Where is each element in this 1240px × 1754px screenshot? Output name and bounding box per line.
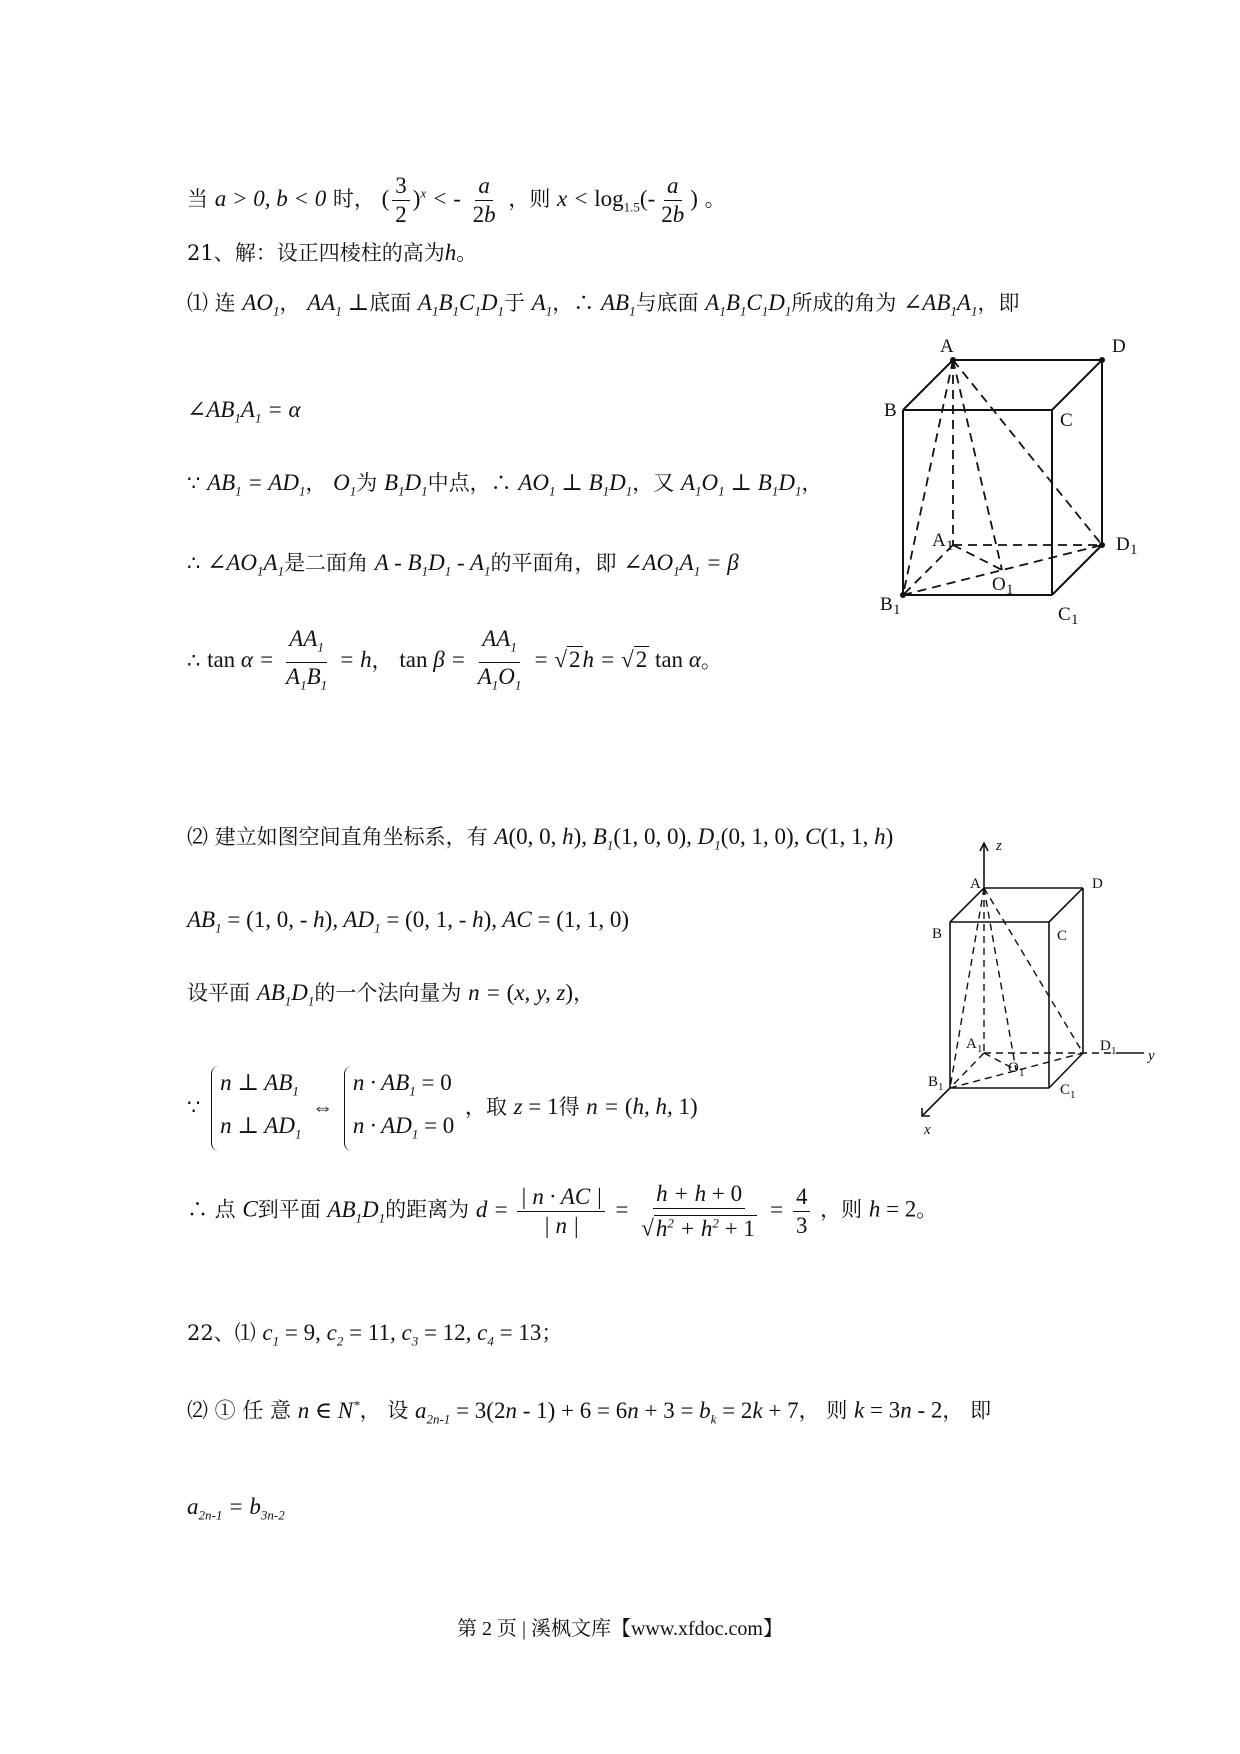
text: ， 即	[942, 1398, 992, 1423]
q22-line: 22、⑴ $c_1 = 9$, $c_2 = 11$, $c_3 = 12$, $c_4 = 13$；	[187, 1320, 563, 1349]
p2-line: ∵ $AB_1 = AD_1$， $O_1$为 $B_1D_1$中点，∴ $AO_1$ ⊥ $B_1D_1$，又 $A_1O_1$ ⊥ $B_1D_1$，	[187, 470, 823, 499]
text: ，取	[464, 1095, 507, 1120]
text: ， 则	[798, 1398, 848, 1423]
text: 的一个法向量为	[314, 981, 462, 1005]
p3-line: ∴ $\angle AO_1A_1$是二面角 A - $B_1D_1 - A_1$的平面角，即 $\angle AO_1A_1 = \beta$	[187, 550, 739, 579]
prism-figure-1	[880, 330, 1170, 640]
axis-y: y	[1148, 1048, 1155, 1064]
text: 的平面角，即	[490, 551, 617, 575]
p4-line: ∴ tan α = $\frac{AA_1}{A_1B_1}$ = h， tan β = $\frac{AA_1}{A_1O_1}$ = √2h = √2 tan α。	[187, 626, 722, 693]
label-C1: C	[1058, 604, 1071, 625]
label-D1: D	[1100, 1038, 1111, 1054]
math-condition: a > 0, b < 0	[214, 185, 327, 211]
p5-line: ⑵ 建立如图空间直角坐标系，有 A(0, 0, h), $B_1(1$, 0, 0), $D_1(0$, 1, 0), C(1, 1, h)	[187, 824, 894, 853]
text: ，则	[820, 1197, 863, 1222]
text: ，	[305, 471, 327, 495]
text: 。	[704, 186, 726, 211]
text: ，又	[632, 471, 675, 495]
text: 21、解：设正四棱柱的高为	[187, 241, 445, 265]
text: ⑴ 连	[187, 291, 236, 315]
axis-z: z	[996, 838, 1002, 854]
label-sub: 1	[893, 602, 901, 618]
text: 22、⑴	[187, 1321, 256, 1345]
text: 。	[456, 241, 478, 265]
label-D: D	[1112, 336, 1126, 357]
text: 时，	[332, 186, 375, 211]
label-O1: O	[1008, 1060, 1019, 1076]
label-B1: B	[880, 594, 893, 615]
text: 与底面	[635, 291, 699, 315]
p6-line: $AB_1 = (1$, 0, - h), $AD_1 = (0$, 1, - h), AC = (1, 1, 0)	[187, 907, 630, 936]
text: 是二面角	[284, 551, 369, 575]
text: 。	[916, 1197, 938, 1222]
label-sub: 1	[1071, 612, 1079, 628]
text: ，	[573, 981, 595, 1005]
text: ∴	[187, 551, 201, 575]
text: 当	[187, 186, 208, 211]
label-sub: 1	[977, 1043, 983, 1055]
label-A: A	[970, 876, 981, 892]
text: 底面	[369, 291, 412, 315]
p7-line: 设平面 $AB_1D_1$的一个法向量为 n = (x, y, z)，	[187, 980, 595, 1009]
text: 设平面	[187, 981, 250, 1005]
text: ，即	[977, 291, 1020, 315]
label-A: A	[940, 336, 954, 357]
alpha-def: $\angle AB_1A_1 = \alpha$	[187, 397, 301, 426]
text: ∵	[187, 471, 201, 495]
p8-line: ∵ n ⊥ $AB_1$ n ⊥ $AD_1$ ⇔ $n \cdot AB_1 = 0$ $n \cdot AD_1 = 0$ ，取 z = 1得 n = (h, h, 1)	[187, 1066, 698, 1151]
label-B: B	[884, 400, 897, 421]
line-log-solution: 当 a > 0, b < 0 时， ( $\frac{3}{2}$ )$^x$ < - $\frac{a}{2b}$ ，则 $x < \log_{1.5}(-$ $\frac{a}{2b}$ ) 。	[187, 173, 726, 227]
text: ⑵ ① 任 意	[187, 1398, 292, 1423]
label-sub: 1	[1130, 542, 1138, 558]
axis-x: x	[924, 1122, 931, 1138]
page-footer: 第 2 页 | 溪枫文库【www.xfdoc.com】	[456, 1618, 783, 1640]
text: ，则	[508, 186, 551, 211]
label-B: B	[932, 926, 943, 942]
label-A1: A	[932, 530, 946, 551]
text: 。	[700, 648, 722, 673]
label-C: C	[1057, 928, 1068, 944]
prism-figure-2	[900, 838, 1170, 1138]
text: ，	[279, 291, 301, 315]
text: ， 设	[359, 1398, 409, 1423]
label-sub: 1	[1070, 1089, 1076, 1101]
label-sub: 1	[1019, 1067, 1025, 1079]
text: ∵	[187, 1095, 201, 1120]
label-sub: 1	[1006, 582, 1014, 598]
text: 中点，∴	[427, 471, 512, 495]
label-sub: 1	[938, 1081, 944, 1093]
q22-2-line: ⑵ ① 任 意 n ∈ N*， 设 $a_{2n-1} = 3(2n - 1) + 6 = 6n + 3 = b_k = 2k + 7$， 则 k = 3n - 2， 即	[187, 1397, 992, 1427]
text: ；	[541, 1321, 563, 1345]
q21-title: 21、解：设正四棱柱的高为h。	[187, 240, 478, 265]
label-A1: A	[966, 1036, 977, 1052]
text: ，∴	[552, 291, 595, 315]
label-C1: C	[1060, 1082, 1071, 1098]
text: 所成的角为	[791, 291, 897, 315]
label-D: D	[1092, 876, 1103, 892]
label-sub: 1	[1111, 1045, 1117, 1057]
label-D1: D	[1116, 534, 1130, 555]
label-sub: 1	[946, 538, 954, 554]
text: 的距离为	[385, 1197, 470, 1222]
text: ∴	[187, 648, 201, 673]
q22-result: $a_{2n-1} = b_{3n-2}$	[187, 1494, 285, 1523]
text: 得	[558, 1095, 580, 1120]
label-B1: B	[928, 1074, 939, 1090]
text: ⑵ 建立如图空间直角坐标系，有	[187, 825, 488, 849]
label-C: C	[1060, 410, 1073, 431]
text: 于	[504, 291, 526, 315]
label-O1: O	[992, 574, 1006, 595]
text: ，	[801, 471, 823, 495]
text: 到平面	[257, 1197, 321, 1222]
text: 为	[356, 471, 378, 495]
p1-line: ⑴ 连 $AO_1$， $AA_1$ ⊥底面 $A_1B_1C_1D_1$于 $A_1$，∴ $AB_1$与底面 $A_1B_1C_1D_1$所成的角为 $\angle AB_1A_1$，即	[187, 290, 1020, 319]
text: ，	[371, 648, 393, 673]
p9-line: ∴ 点 C到平面 $AB_1D_1$的距离为 d = $\frac{| n \cdot AC |}{| n |}$ = $\frac{h + h + 0}{√h^2 + h^2 + 1}$ = $\frac{4}{3}$ ，则 h = 2。	[187, 1181, 938, 1241]
text: ∴ 点	[187, 1197, 236, 1222]
